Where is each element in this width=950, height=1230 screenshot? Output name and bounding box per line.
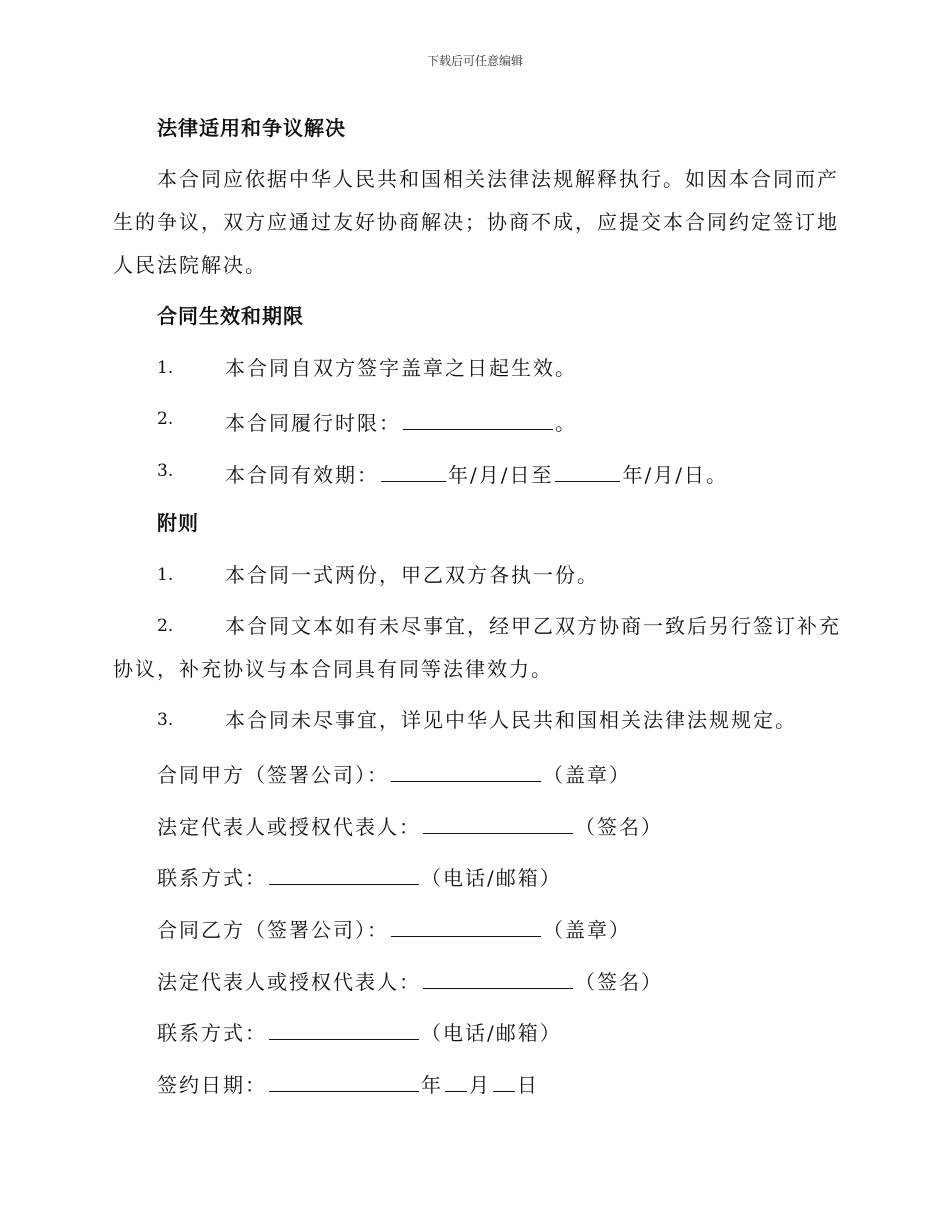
signing-day-field[interactable]: [493, 1071, 515, 1092]
signing-date-label: 签约日期：: [157, 1073, 267, 1097]
party-a-contact-line: [157, 864, 562, 888]
party-b-label: 合同乙方（签署公司）：: [157, 918, 389, 942]
party-a-label: 合同甲方（签署公司）：: [157, 763, 389, 787]
effect-item-3-label: 本合同有效期：: [225, 463, 379, 487]
effect-item-3-end: 年/月/日。: [622, 463, 728, 487]
party-a-contact-field[interactable]: [269, 864, 419, 885]
appendix-item-2-continuation: 协议，补充协议与本合同具有同等法律效力。: [113, 657, 553, 681]
month-label: 月: [469, 1073, 491, 1097]
signing-date-line: [157, 1071, 539, 1095]
appendix-item-3-text: 本合同未尽事宜，详见中华人民共和国相关法律法规规定。: [225, 708, 797, 732]
validity-end-blank-field[interactable]: [555, 461, 620, 482]
party-a-company-field[interactable]: [391, 761, 541, 782]
party-b-rep-field[interactable]: [423, 968, 573, 989]
effect-item-2-end: 。: [555, 411, 577, 435]
party-b-company-field[interactable]: [391, 916, 541, 937]
party-a-contact-label: 联系方式：: [157, 866, 267, 890]
law-paragraph-line-3: 人民法院解决。: [113, 253, 267, 277]
party-b-rep-line: [157, 968, 663, 992]
appendix-item-2-text: 本合同文本如有未尽事宜，经甲乙双方协商一致后另行签订补充: [225, 614, 841, 638]
party-b-sign-note: （签名）: [575, 970, 663, 994]
party-b-contact-field[interactable]: [269, 1019, 419, 1040]
year-label: 年: [421, 1073, 443, 1097]
day-label: 日: [517, 1073, 539, 1097]
term-blank-field[interactable]: [403, 409, 553, 430]
section-heading-appendix: 附则: [157, 511, 199, 535]
party-a-seal-note: （盖章）: [543, 763, 631, 787]
signing-year-field[interactable]: [269, 1071, 419, 1092]
effect-item-2: [225, 409, 577, 433]
party-b-contact-note: （电话/邮箱）: [421, 1021, 562, 1045]
effect-item-3-mid: 年/月/日至: [448, 463, 554, 487]
section-heading-effect: 合同生效和期限: [157, 304, 304, 328]
effect-item-1-number: 1.: [157, 358, 174, 378]
effect-item-2-number: 2.: [157, 409, 174, 429]
law-paragraph-line-1: 本合同应依据中华人民共和国相关法律法规解释执行。如因本合同而产: [157, 167, 839, 191]
party-b-company-line: [157, 916, 631, 940]
validity-start-blank-field[interactable]: [381, 461, 446, 482]
party-a-rep-field[interactable]: [423, 813, 573, 834]
party-a-sign-note: （签名）: [575, 815, 663, 839]
law-paragraph-line-2: 生的争议，双方应通过友好协商解决；协商不成，应提交本合同约定签订地: [113, 210, 839, 234]
effect-item-3: [225, 461, 728, 485]
party-a-rep-label: 法定代表人或授权代表人：: [157, 815, 421, 839]
section-heading-law: 法律适用和争议解决: [157, 116, 346, 140]
effect-item-1-text: 本合同自双方签字盖章之日起生效。: [225, 356, 577, 380]
appendix-item-1-text: 本合同一式两份，甲乙双方各执一份。: [225, 563, 599, 587]
party-b-contact-line: [157, 1019, 562, 1043]
party-b-seal-note: （盖章）: [543, 918, 631, 942]
party-a-company-line: [157, 761, 631, 785]
appendix-item-3-number: 3.: [157, 710, 174, 730]
page-header: 下载后可任意编辑: [426, 54, 523, 68]
effect-item-3-number: 3.: [157, 461, 174, 481]
effect-item-2-label: 本合同履行时限：: [225, 411, 401, 435]
party-a-contact-note: （电话/邮箱）: [421, 866, 562, 890]
party-a-rep-line: [157, 813, 663, 837]
signing-month-field[interactable]: [445, 1071, 467, 1092]
appendix-item-1-number: 1.: [157, 565, 174, 585]
party-b-rep-label: 法定代表人或授权代表人：: [157, 970, 421, 994]
party-b-contact-label: 联系方式：: [157, 1021, 267, 1045]
appendix-item-2-number: 2.: [157, 616, 174, 636]
